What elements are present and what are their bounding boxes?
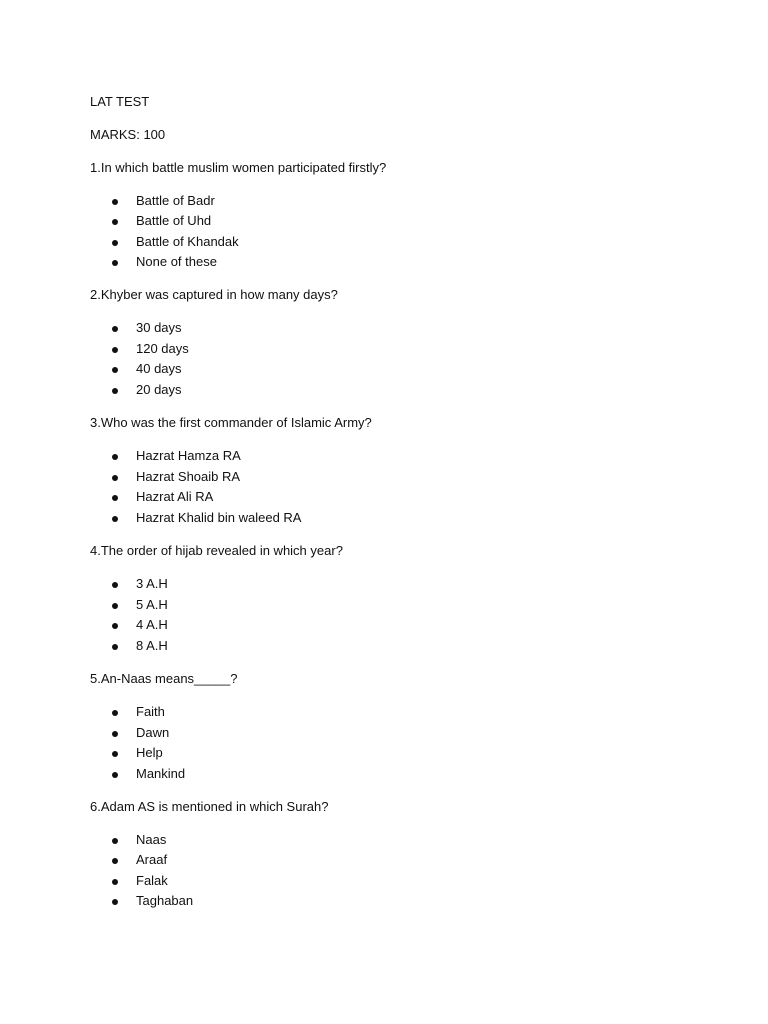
q6-option-4: Taghaban [136,893,194,908]
bullet-icon [112,367,118,373]
bullet-icon [112,838,118,844]
q2-option-1: 30 days [136,320,182,335]
q3-option-3: Hazrat Ali RA [136,489,214,504]
q6-option-2: Araaf [136,852,168,867]
bullet-icon [112,772,118,778]
document-title: LAT TEST [90,94,150,109]
q5-option-4: Mankind [136,766,186,781]
bullet-icon [112,388,118,394]
bullet-icon [112,495,118,501]
question-1-text: 1.In which battle muslim women participated firstly? [90,160,387,175]
q2-option-4: 20 days [136,382,182,397]
q5-option-1: Faith [136,704,165,719]
q6-option-3: Falak [136,873,168,888]
bullet-icon [112,582,118,588]
question-5-text: 5.An-Naas means_____? [90,671,238,686]
q4-option-2: 5 A.H [136,597,168,612]
bullet-icon [112,603,118,609]
bullet-icon [112,858,118,864]
bullet-icon [112,475,118,481]
bullet-icon [112,347,118,353]
bullet-icon [112,710,118,716]
q3-option-1: Hazrat Hamza RA [136,448,241,463]
q3-option-4: Hazrat Khalid bin waleed RA [136,510,302,525]
question-2-text: 2.Khyber was captured in how many days? [90,287,338,302]
q4-option-3: 4 A.H [136,617,168,632]
q5-option-3: Help [136,745,163,760]
bullet-icon [112,326,118,332]
q2-option-2: 120 days [136,341,189,356]
question-3-text: 3.Who was the first commander of Islamic Army? [90,415,372,430]
bullet-icon [112,751,118,757]
bullet-icon [112,623,118,629]
q1-option-1: Battle of Badr [136,193,215,208]
q4-option-4: 8 A.H [136,638,168,653]
question-4-text: 4.The order of hijab revealed in which year? [90,543,343,558]
marks-label: MARKS: 100 [90,127,166,142]
question-6-text: 6.Adam AS is mentioned in which Surah? [90,799,329,814]
bullet-icon [112,879,118,885]
bullet-icon [112,644,118,650]
q6-option-1: Naas [136,832,167,847]
bullet-icon [112,516,118,522]
bullet-icon [112,199,118,205]
q2-option-3: 40 days [136,361,182,376]
q1-option-4: None of these [136,254,217,269]
bullet-icon [112,899,118,905]
q3-option-2: Hazrat Shoaib RA [136,469,241,484]
bullet-icon [112,454,118,460]
bullet-icon [112,219,118,225]
bullet-icon [112,240,118,246]
q5-option-2: Dawn [136,725,170,740]
q4-option-1: 3 A.H [136,576,168,591]
bullet-icon [112,260,118,266]
q1-option-2: Battle of Uhd [136,213,212,228]
bullet-icon [112,731,118,737]
q1-option-3: Battle of Khandak [136,234,239,249]
